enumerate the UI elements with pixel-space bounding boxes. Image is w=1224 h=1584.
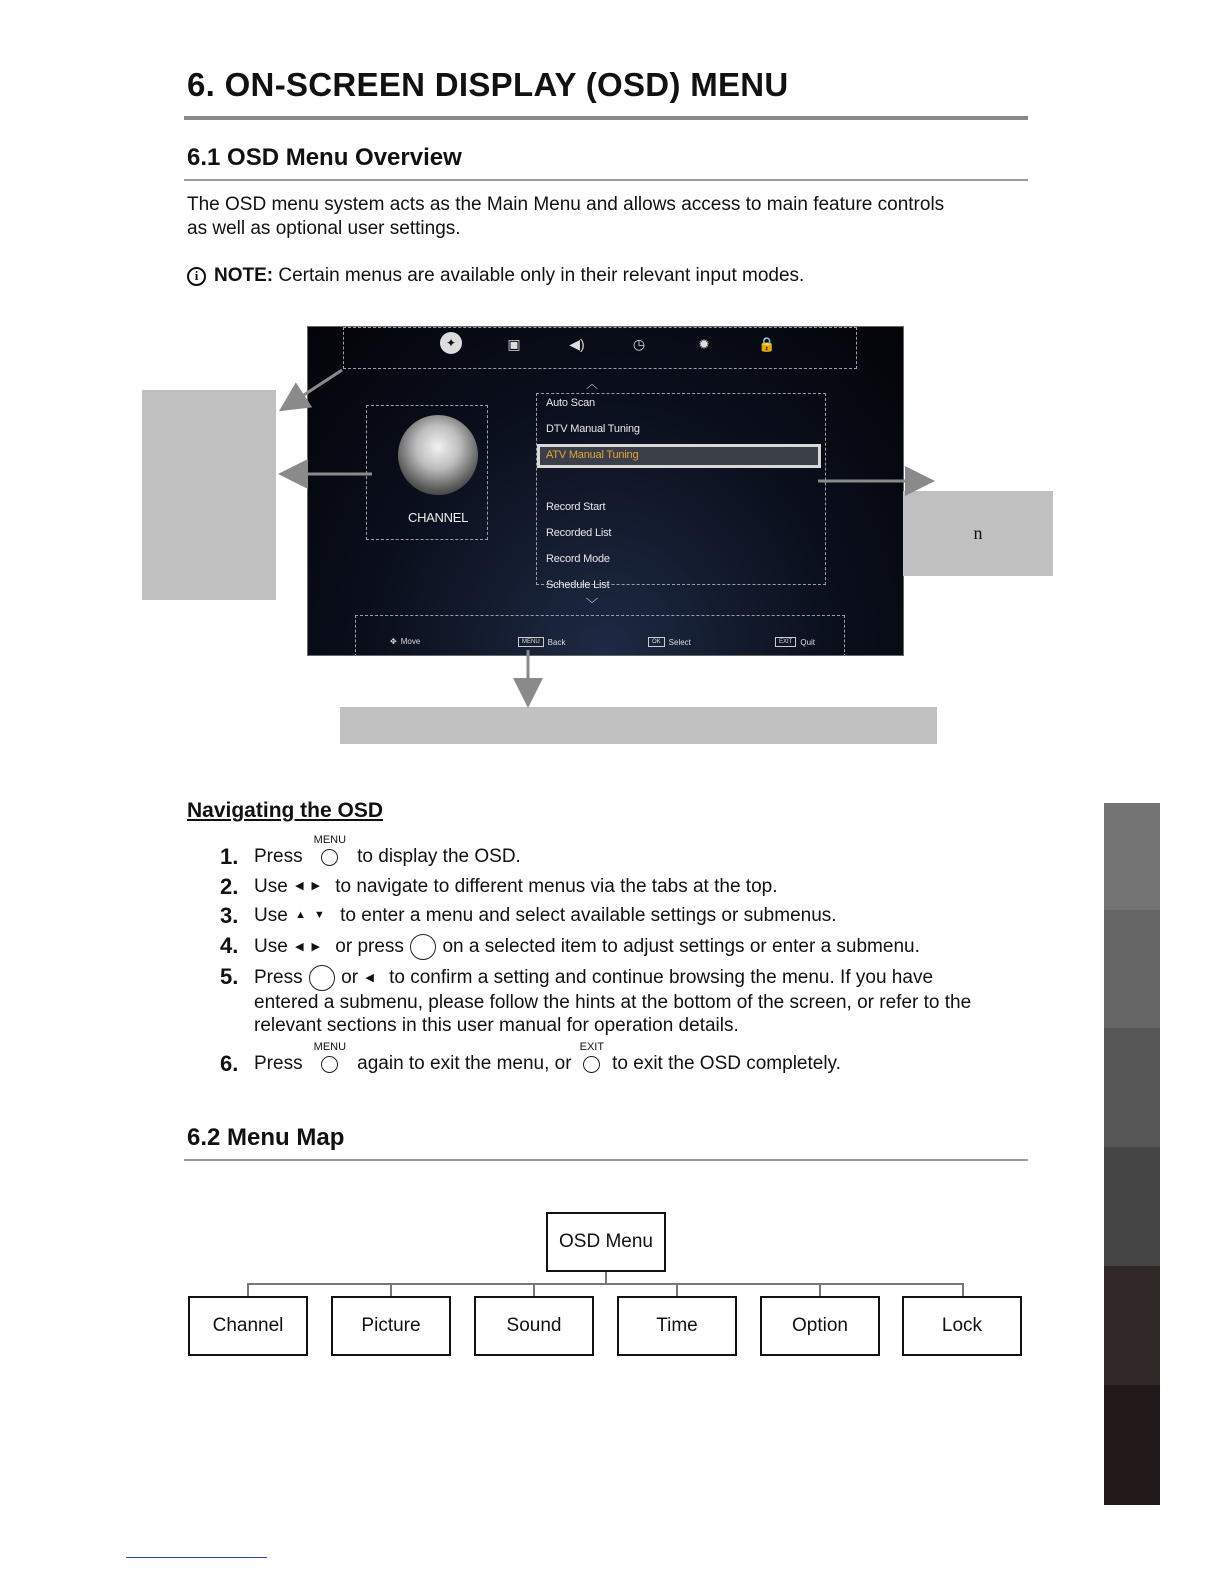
map-connector <box>533 1283 535 1297</box>
menu-button <box>308 1041 352 1075</box>
step-number: 6. <box>220 1051 239 1076</box>
left-right-arrows-icon: ◀▶ <box>295 880 328 893</box>
side-tab-4 <box>1104 1147 1160 1266</box>
step-number: 2. <box>220 874 239 899</box>
footer-link-line <box>126 1557 267 1558</box>
menu-item[interactable]: Record Start <box>546 501 606 513</box>
step-text <box>254 904 1034 927</box>
right-callout-label: n <box>973 523 983 543</box>
step-5-e: relevant sections in this user manual for operation details. <box>254 1015 739 1036</box>
map-node-label: Option <box>792 1315 848 1336</box>
step-number: 5. <box>220 964 239 989</box>
step-4-b: or press <box>335 936 404 958</box>
menu-item[interactable]: Recorded List <box>546 527 612 539</box>
ok-button-icon <box>309 965 335 991</box>
map-node-sound <box>474 1296 594 1356</box>
footer-back-label: Back <box>547 637 566 647</box>
navigating-heading: Navigating the OSD <box>187 799 384 822</box>
map-node-label: Time <box>656 1315 698 1336</box>
step-5-b: or <box>341 967 359 989</box>
scroll-down-icon: ﹀ <box>586 597 599 611</box>
note-label: NOTE: <box>214 265 274 286</box>
callout-arrows <box>0 0 1224 760</box>
map-node-label: Picture <box>361 1315 421 1336</box>
step-text <box>254 965 1034 1037</box>
map-connector <box>676 1283 678 1297</box>
left-arrow-icon: ◀ <box>365 971 382 984</box>
exit-caption: EXIT <box>579 1041 605 1054</box>
section-heading-menu-map: 6.2 Menu Map <box>187 1124 345 1151</box>
scroll-up-icon: ︿ <box>586 377 599 391</box>
step-3-a: Use <box>254 905 288 926</box>
step-5-c: to confirm a setting and continue browsing the menu. If you have <box>389 967 934 989</box>
info-icon: i <box>187 267 206 286</box>
step-text <box>254 934 1034 960</box>
map-node-picture <box>331 1296 451 1356</box>
channel-tab-icon: ✦ <box>440 332 462 354</box>
step-2-b: to navigate to different menus via the tabs at the top. <box>335 876 778 897</box>
map-node-time <box>617 1296 737 1356</box>
step-6-b: again to exit the menu, or <box>357 1053 572 1074</box>
step-3-b: to enter a menu and select available settings or submenus. <box>340 905 837 926</box>
map-node-lock <box>902 1296 1022 1356</box>
map-connector <box>247 1283 964 1285</box>
menu-item[interactable]: DTV Manual Tuning <box>546 423 640 435</box>
step-6-c: to exit the OSD completely. <box>612 1053 841 1074</box>
map-node-channel <box>188 1296 308 1356</box>
map-node-label: Sound <box>506 1315 562 1336</box>
time-tab-icon: ◷ <box>632 336 646 352</box>
menu-caption: MENU <box>313 834 347 847</box>
step-5-d: entered a submenu, please follow the hints at the bottom of the screen, or refer to the <box>254 992 972 1013</box>
map-connector <box>247 1283 249 1297</box>
step-4-c: on a selected item to adjust settings or enter a submenu. <box>442 936 920 958</box>
menu-item[interactable]: Auto Scan <box>546 397 595 409</box>
menu-key-icon: MENU <box>518 637 544 647</box>
map-node-label: Channel <box>212 1315 284 1336</box>
step-1-a: Press <box>254 846 303 867</box>
step-1-b: to display the OSD. <box>357 846 521 867</box>
map-connector <box>819 1283 821 1297</box>
step-text <box>254 1041 1034 1075</box>
picture-tab-icon: ▣ <box>507 336 521 352</box>
menu-item-selected[interactable]: ATV Manual Tuning <box>546 449 639 461</box>
channel-label: CHANNEL <box>408 510 469 525</box>
dpad-icon: ✥ <box>390 637 397 646</box>
side-tab-6 <box>1104 1385 1160 1505</box>
up-down-arrows-icon: ▲▼ <box>295 909 333 922</box>
map-connector <box>962 1283 964 1297</box>
section-rule <box>184 1159 1028 1161</box>
step-6-a: Press <box>254 1053 303 1074</box>
menu-caption: MENU <box>313 1041 347 1054</box>
option-tab-icon: ✹ <box>698 336 710 352</box>
ok-button-icon <box>410 934 436 960</box>
menu-item[interactable]: Record Mode <box>546 553 610 565</box>
map-node-label: Lock <box>941 1315 983 1336</box>
footer-move-label: Move <box>400 637 421 646</box>
footer-quit-label: Quit <box>800 637 816 647</box>
exit-key-icon: EXIT <box>775 637 796 647</box>
arrow-to-tabs <box>284 370 342 408</box>
map-root-osd-menu <box>546 1212 666 1272</box>
side-tab-5 <box>1104 1266 1160 1385</box>
step-5-line-1 <box>254 965 1034 991</box>
step-text <box>254 875 1034 898</box>
ok-key-icon: OK <box>648 637 665 647</box>
step-number: 1. <box>220 844 239 869</box>
page-title: 6. ON-SCREEN DISPLAY (OSD) MENU <box>187 66 789 103</box>
side-tab-1 <box>1104 803 1160 910</box>
exit-button <box>577 1041 607 1075</box>
note-text: Certain menus are available only in their relevant input modes. <box>273 265 805 286</box>
footer-select-label: Select <box>668 637 691 647</box>
menu-item[interactable]: Schedule List <box>546 579 610 591</box>
map-connector <box>390 1283 392 1297</box>
step-number: 4. <box>220 933 239 958</box>
menu-button <box>308 834 352 868</box>
intro-line-2: as well as optional user settings. <box>187 218 461 239</box>
step-2-a: Use <box>254 876 288 897</box>
left-right-arrows-icon: ◀▶ <box>295 940 328 953</box>
step-5-a: Press <box>254 967 303 989</box>
side-tab-3 <box>1104 1028 1160 1147</box>
step-number: 3. <box>220 903 239 928</box>
map-root-label: OSD Menu <box>559 1231 653 1252</box>
section-heading-overview: 6.1 OSD Menu Overview <box>187 144 462 171</box>
map-node-option <box>760 1296 880 1356</box>
intro-line-1: The OSD menu system acts as the Main Menu and allows access to main feature controls <box>187 194 945 215</box>
step-4-a: Use <box>254 936 288 958</box>
side-tab-2 <box>1104 910 1160 1028</box>
lock-tab-icon: 🔒 <box>758 336 776 352</box>
step-text <box>254 834 1034 868</box>
sound-tab-icon: ◀) <box>569 336 585 352</box>
